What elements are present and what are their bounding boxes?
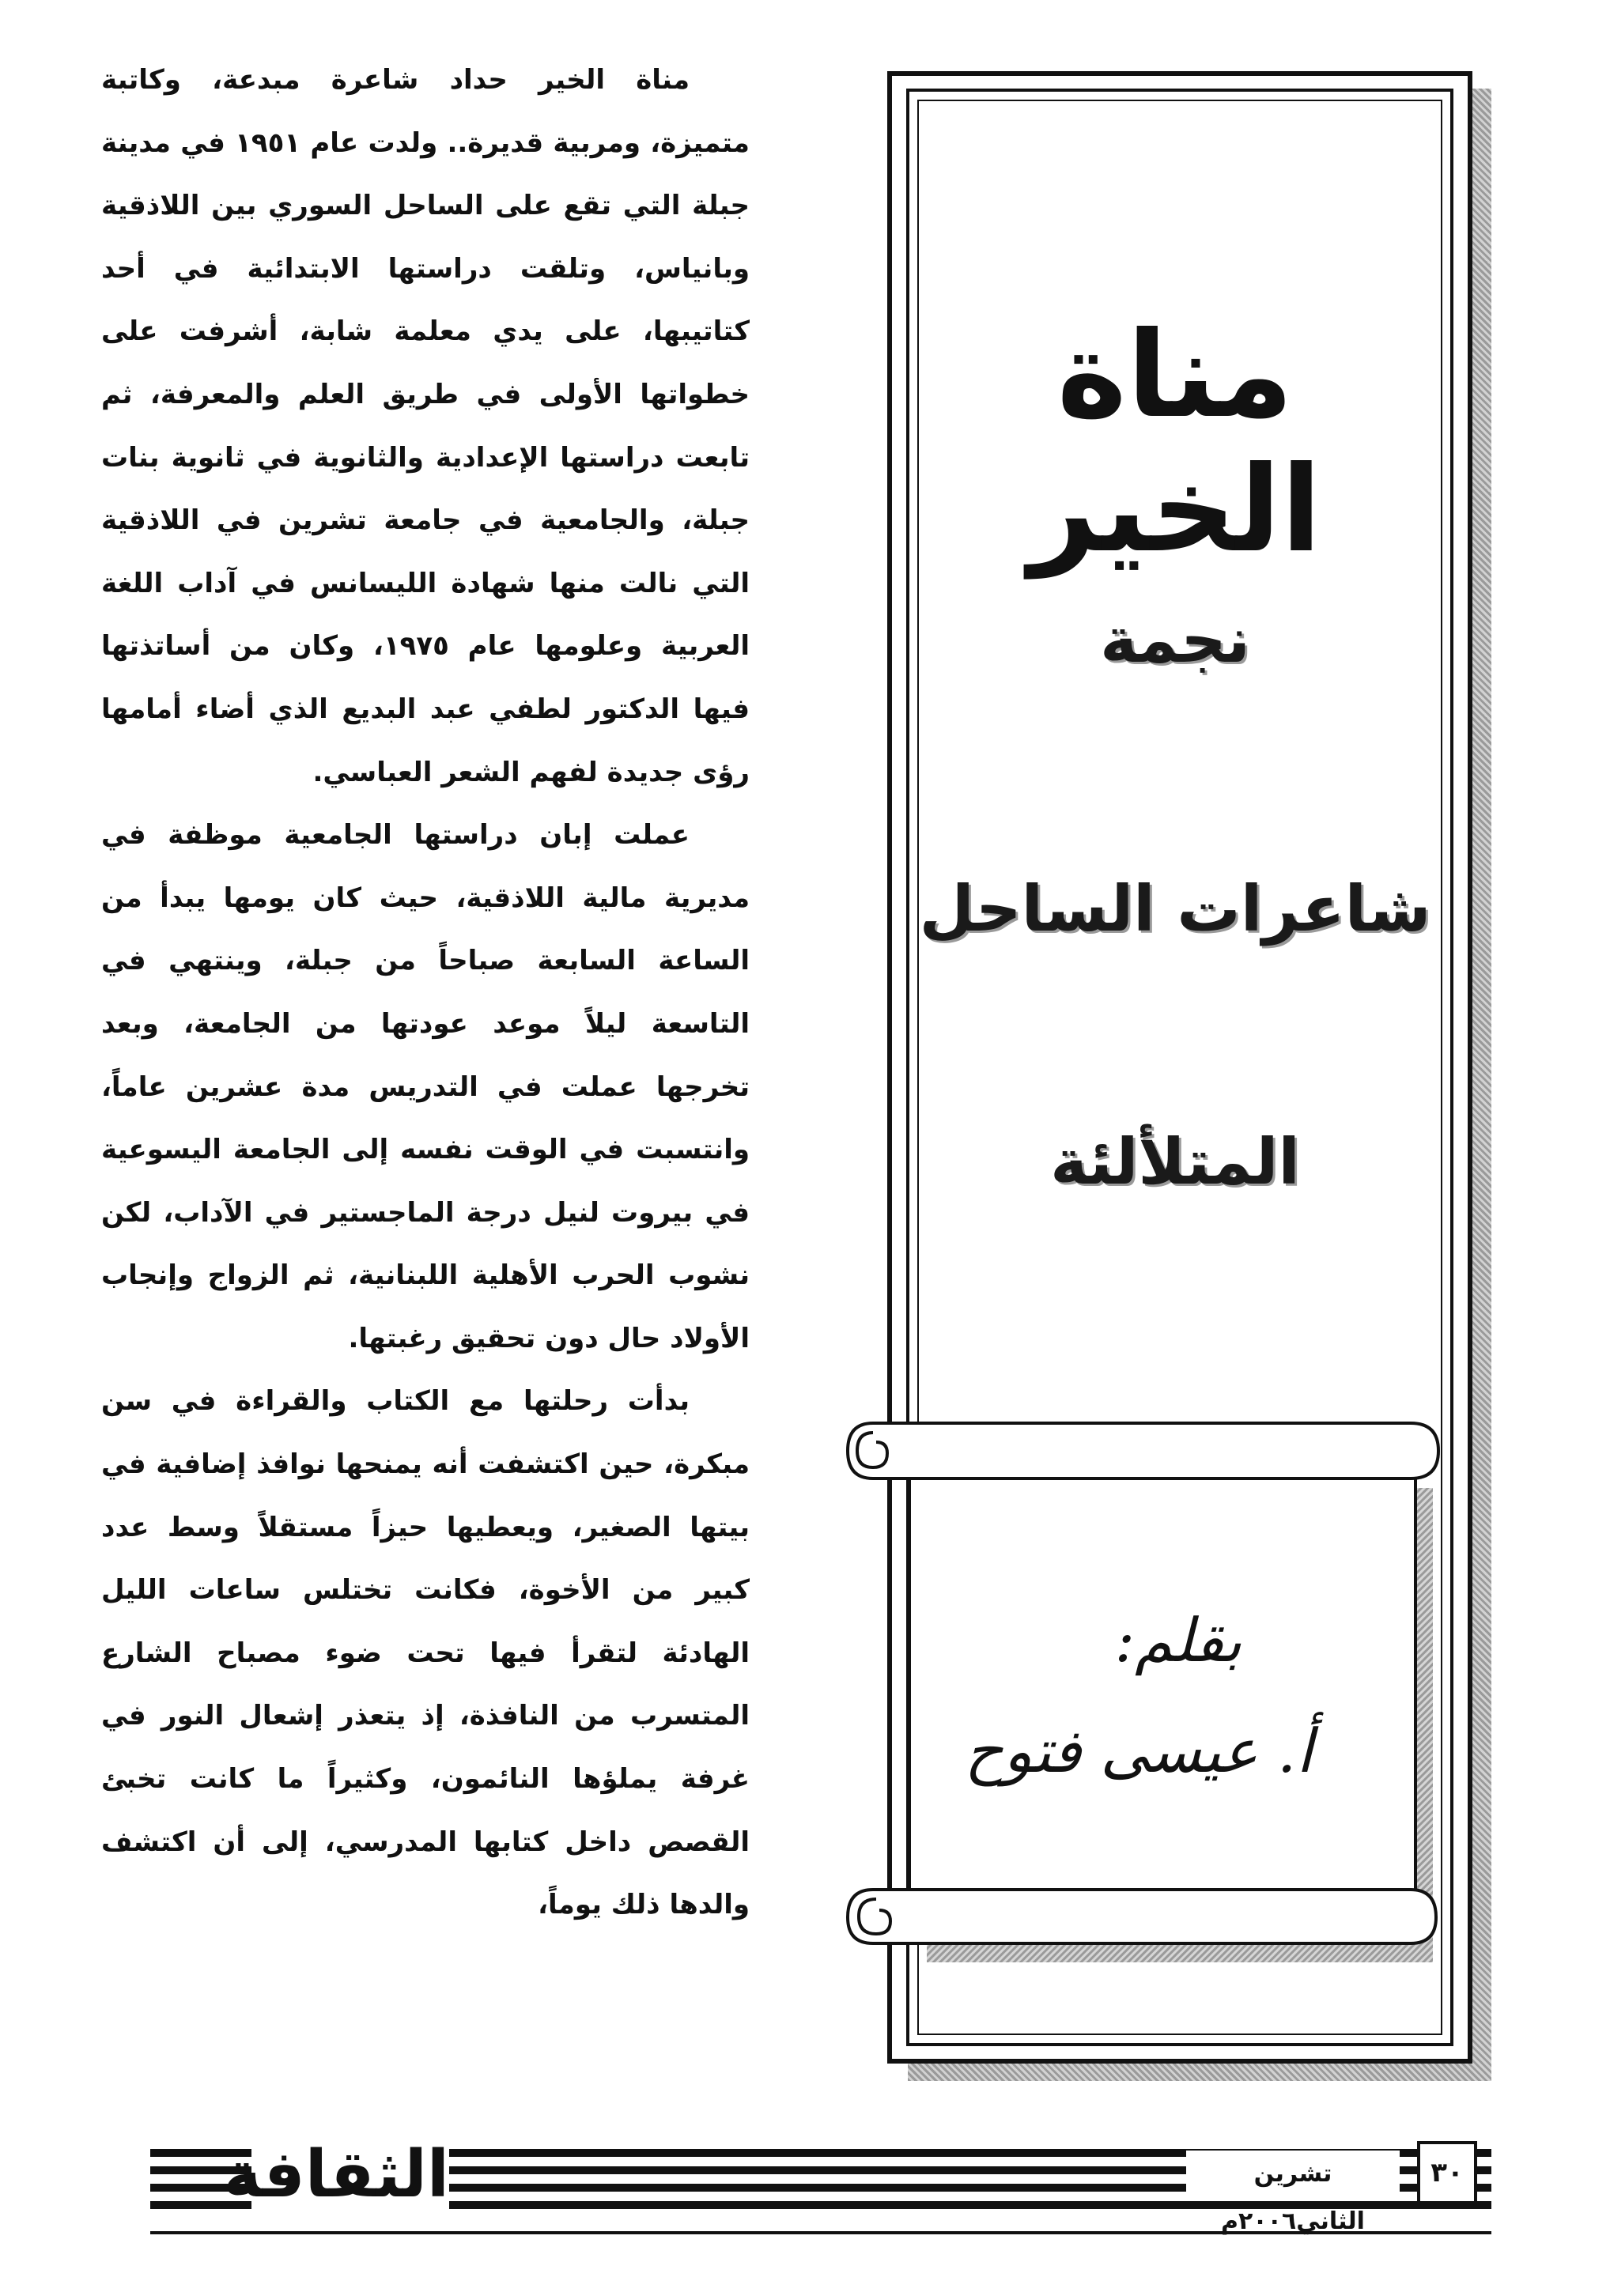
article-subtitle-1: نجمة xyxy=(1100,603,1250,677)
page-number: ٣٠ xyxy=(1417,2141,1477,2204)
article-main-title: مناة الخير xyxy=(1028,307,1322,579)
article-body xyxy=(101,49,750,2073)
scroll-graphic xyxy=(841,1415,1442,1984)
article-paragraph-2: عملت إبان دراستها الجامعية موظفة في مديرية مالية اللاذقية، حيث كان يومها يبدأ من الساعة السابعة صباحاً من جبلة، وينتهي في التاسعة ليلاً موعد عودتها من الجامعة، وبعد تخرجها عملت في التدريس مدة عشرين عاماً، وانتسبت في الوقت نفسه إلى الجامعة اليسوعية في بيروت لنيل درجة الماجستير في الآداب، لكن نشوب الحرب الأهلية اللبنانية، ثم الزواج وإنجاب الأولاد حال دون تحقيق رغبتها. xyxy=(101,819,750,1354)
article-paragraph-1: مناة الخير حداد شاعرة مبدعة، وكاتبة متميزة، ومربية قديرة.. ولدت عام ١٩٥١ في مدينة جبلة التي تقع على الساحل السوري بين اللاذقية وبانياس، وتلقت دراستها الابتدائية في أحد كتاتيبها، على يدي معلمة شابة، أشرفت على خطواتها الأولى في طريق العلم والمعرفة، ثم تابعت دراستها الإعدادية والثانوية في ثانوية بنات جبلة، والجامعية في جامعة تشرين في اللاذقية التي نالت منها شهادة الليسانس في آداب اللغة العربية وعلومها عام ١٩٧٥، وكان من أساتذتها فيها الدكتور لطفي عبد البديع الذي أضاء أمامها رؤى جديدة لفهم الشعر العباسي. xyxy=(101,64,750,788)
article-paragraph-3: بدأت رحلتها مع الكتاب والقراءة في سن مبكرة، حين اكتشفت أنه يمنحها نوافذ إضافية في بيتها الصغير، ويعطيها حيزاً مستقلاً وسط عدد كبير من الأخوة، فكانت تختلس ساعات الليل الهادئة لتقرأ فيها تحت ضوء مصباح الشارع المتسرب من النافذة، إذ يتعذر إشعال النور في غرفة يملؤها النائمون، وكثيراً ما كانت تخبئ القصص داخل كتابها المدرسي، إلى أن اكتشف والدها ذلك يوماً، xyxy=(101,1385,750,1921)
scroll-top-roll xyxy=(848,1423,1438,1478)
scroll-body xyxy=(909,1471,1415,1937)
magazine-name: الثقافة xyxy=(251,2132,449,2219)
scroll-bottom-roll xyxy=(848,1890,1436,1943)
issue-date: تشرين الثاني٢٠٠٦م xyxy=(1186,2151,1400,2198)
article-subtitle-2: شاعرات الساحل xyxy=(919,872,1431,946)
article-subtitle-3: المتلألئة xyxy=(1050,1125,1300,1199)
byline-label: بقلم: xyxy=(1114,1605,1242,1675)
byline-author: أ. عيسى فتوح xyxy=(964,1716,1313,1786)
